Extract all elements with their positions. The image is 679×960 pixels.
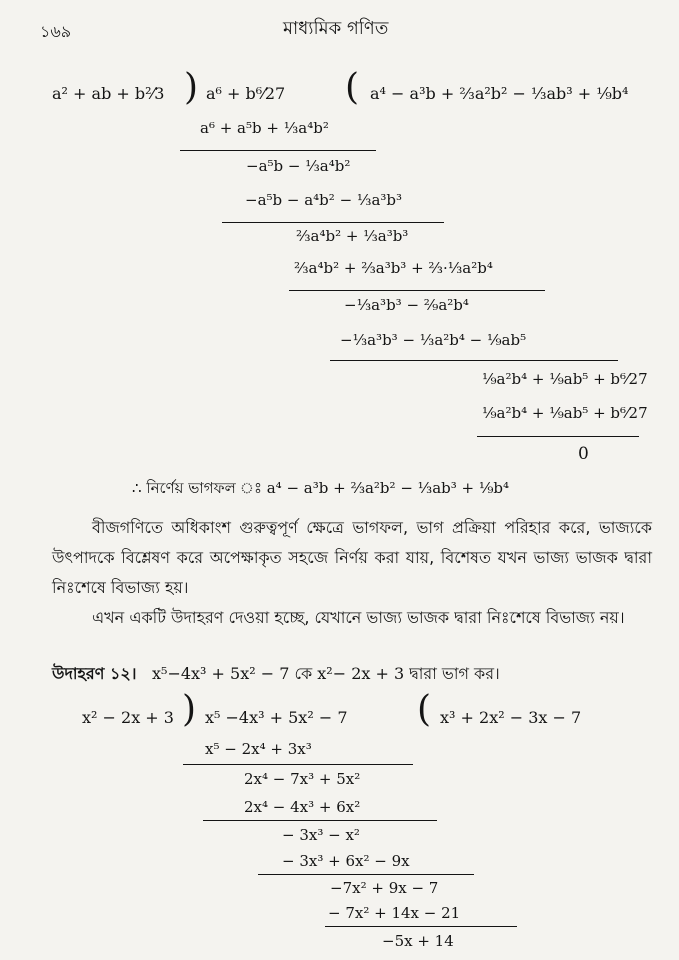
- paragraph-1: বীজগণিতে অধিকাংশ গুরুত্বপূর্ণ ক্ষেত্রে ভাগফল, ভাগ প্রক্রিয়া পরিহার করে, ভাজ্যকে উৎপাদকে বিশ্লেষণ করে অপেক্ষাকৃত সহজে নির্ণয় করা যায়, বিশেষত যখন ভাজ্য ভাজক দ্বারা নিঃশেষে বিভাজ্য হয়।: [52, 518, 652, 597]
- example-dividend: x⁵ −4x³ + 5x² − 7: [205, 708, 348, 727]
- example-line-2: [203, 820, 437, 821]
- division1-quotient: a⁴ − a³b + ⅔a²b² − ⅓ab³ + ⅑b⁴: [370, 84, 629, 103]
- division1-divisor: a² + ab + b²⁄3: [52, 84, 165, 103]
- division1-line-4: [330, 360, 618, 361]
- division1-left-bracket: ): [184, 67, 199, 108]
- page-number: ১৬৯: [40, 22, 72, 41]
- division1-right-bracket: (: [345, 67, 360, 108]
- example-step-1: x⁵ − 2x⁴ + 3x³: [205, 740, 312, 758]
- division1-step-1: a⁶ + a⁵b + ⅓a⁴b²: [200, 119, 329, 137]
- division1-step-6: −⅓a³b³ − ²⁄₉a²b⁴: [344, 296, 469, 314]
- example-step-7: − 7x² + 14x − 21: [328, 904, 461, 922]
- example-step-2: 2x⁴ − 7x³ + 5x²: [244, 770, 361, 788]
- example-step-6: −7x² + 9x − 7: [330, 879, 439, 897]
- division1-step-4: ⅔a⁴b² + ⅓a³b³: [296, 227, 409, 245]
- division1-line-5: [477, 436, 639, 437]
- example-line-3: [258, 874, 474, 875]
- division1-dividend: a⁶ + b⁶⁄27: [206, 84, 286, 103]
- division1-line-2: [222, 222, 444, 223]
- example-left-bracket: ): [182, 689, 197, 730]
- division1-step-8: ⅑a²b⁴ + ⅑ab⁵ + b⁶⁄27: [482, 370, 648, 388]
- example-step-3: 2x⁴ − 4x³ + 6x²: [244, 798, 361, 816]
- example-line-1: [183, 764, 413, 765]
- division1-step-5: ⅔a⁴b² + ⅔a³b³ + ⅔·⅓a²b⁴: [294, 259, 493, 277]
- example-line-4: [325, 926, 517, 927]
- division1-remainder: 0: [578, 444, 589, 464]
- division1-step-3: −a⁵b − a⁴b² − ⅓a³b³: [245, 191, 403, 209]
- division1-line-1: [180, 150, 376, 151]
- paragraph-2: এখন একটি উদাহরণ দেওয়া হচ্ছে, যেখানে ভাজ্য ভাজক দ্বারা নিঃশেষে বিভাজ্য নয়।: [92, 608, 625, 627]
- division1-step-2: −a⁵b − ⅓a⁴b²: [246, 157, 351, 175]
- division1-step-7: −⅓a³b³ − ⅓a²b⁴ − ⅑ab⁵: [340, 331, 527, 349]
- example-divisor: x² − 2x + 3: [82, 708, 174, 727]
- answer-line: ∴ নির্ণেয় ভাগফল ঃ a⁴ − a³b + ⅔a²b² − ⅓ab³ + ⅑b⁴: [132, 479, 510, 497]
- example-step-5: − 3x³ + 6x² − 9x: [282, 852, 410, 870]
- division1-line-3: [289, 290, 545, 291]
- example-remainder: −5x + 14: [382, 932, 454, 950]
- page-title: মাধ্যমিক গণিত: [283, 18, 389, 39]
- example-step-4: − 3x³ − x²: [282, 826, 360, 844]
- example-right-bracket: (: [417, 689, 432, 730]
- example-label: উদাহরণ ১২।: [52, 664, 137, 683]
- division1-step-9: ⅑a²b⁴ + ⅑ab⁵ + b⁶⁄27: [482, 404, 648, 422]
- example-statement: x⁵−4x³ + 5x² − 7 কে x²− 2x + 3 দ্বারা ভাগ কর।: [152, 664, 500, 683]
- example-quotient: x³ + 2x² − 3x − 7: [440, 708, 582, 727]
